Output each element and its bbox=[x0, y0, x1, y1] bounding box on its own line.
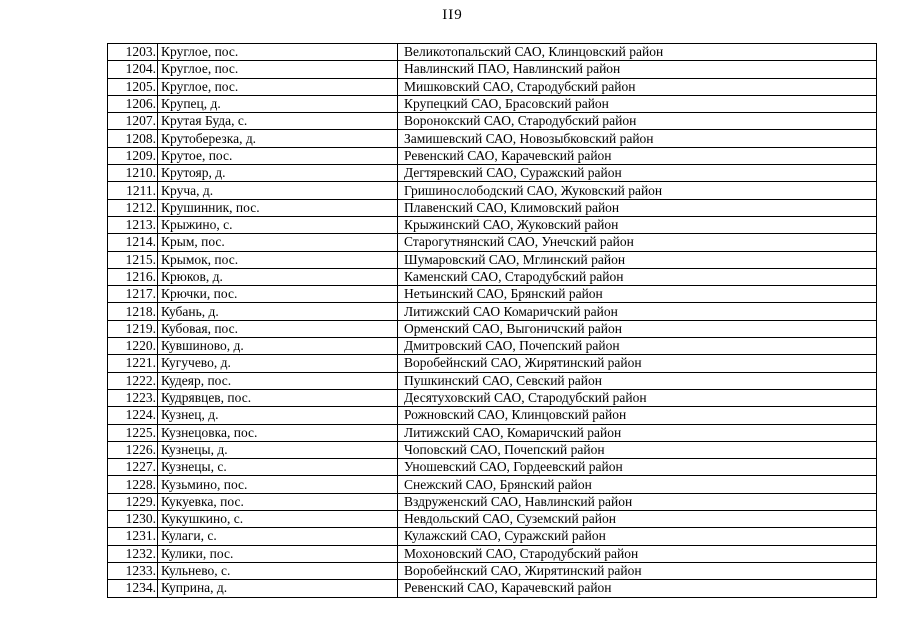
row-number: 1209. bbox=[108, 147, 158, 164]
settlement-name: Кулаги, с. bbox=[158, 528, 398, 545]
table-row bbox=[108, 528, 877, 545]
row-number: 1228. bbox=[108, 476, 158, 493]
settlement-name: Кувшиново, д. bbox=[158, 338, 398, 355]
administration-district: Кулажский САО, Суражский район bbox=[398, 528, 877, 545]
table-row bbox=[108, 78, 877, 95]
row-number: 1230. bbox=[108, 511, 158, 528]
settlement-name: Куприна, д. bbox=[158, 580, 398, 597]
table-row bbox=[108, 372, 877, 389]
row-number: 1211. bbox=[108, 182, 158, 199]
settlement-name: Крымок, пос. bbox=[158, 251, 398, 268]
row-number: 1210. bbox=[108, 165, 158, 182]
row-number: 1215. bbox=[108, 251, 158, 268]
administration-district: Воронокский САО, Стародубский район bbox=[398, 113, 877, 130]
settlement-name: Круча, д. bbox=[158, 182, 398, 199]
row-number: 1222. bbox=[108, 372, 158, 389]
administration-district: Мохоновский САО, Стародубский район bbox=[398, 545, 877, 562]
table-row bbox=[108, 476, 877, 493]
row-number: 1220. bbox=[108, 338, 158, 355]
administration-district: Вздруженский САО, Навлинский район bbox=[398, 493, 877, 510]
table-row bbox=[108, 199, 877, 216]
table-row bbox=[108, 251, 877, 268]
administration-district: Дегтяревский САО, Суражский район bbox=[398, 165, 877, 182]
table-row bbox=[108, 303, 877, 320]
table-row bbox=[108, 147, 877, 164]
administration-district: Воробейнский САО, Жирятинский район bbox=[398, 562, 877, 579]
administration-district: Нетьинский САО, Брянский район bbox=[398, 286, 877, 303]
settlement-name: Крутое, пос. bbox=[158, 147, 398, 164]
settlement-name: Кугучево, д. bbox=[158, 355, 398, 372]
administration-district: Крыжинский САО, Жуковский район bbox=[398, 216, 877, 233]
administration-district: Гришинослободский САО, Жуковский район bbox=[398, 182, 877, 199]
row-number: 1207. bbox=[108, 113, 158, 130]
row-number: 1214. bbox=[108, 234, 158, 251]
settlement-name: Кузнец, д. bbox=[158, 407, 398, 424]
settlement-name: Круглое, пос. bbox=[158, 61, 398, 78]
row-number: 1229. bbox=[108, 493, 158, 510]
settlement-name: Крупец, д. bbox=[158, 95, 398, 112]
table-row bbox=[108, 216, 877, 233]
row-number: 1221. bbox=[108, 355, 158, 372]
administration-district: Рожновский САО, Клинцовский район bbox=[398, 407, 877, 424]
table-row bbox=[108, 234, 877, 251]
administration-district: Орменский САО, Выгоничский район bbox=[398, 320, 877, 337]
table-row bbox=[108, 407, 877, 424]
settlement-name: Крыжино, с. bbox=[158, 216, 398, 233]
administration-district: Старогутнянский САО, Унечский район bbox=[398, 234, 877, 251]
table-row bbox=[108, 95, 877, 112]
row-number: 1226. bbox=[108, 441, 158, 458]
administration-district: Крупецкий САО, Брасовский район bbox=[398, 95, 877, 112]
administration-district: Замишевский САО, Новозыбковский район bbox=[398, 130, 877, 147]
settlement-table bbox=[107, 43, 877, 598]
table-row bbox=[108, 182, 877, 199]
row-number: 1234. bbox=[108, 580, 158, 597]
settlement-name: Кулики, пос. bbox=[158, 545, 398, 562]
administration-district: Уношевский САО, Гордеевский район bbox=[398, 459, 877, 476]
administration-district: Плавенский САО, Климовский район bbox=[398, 199, 877, 216]
settlement-name: Кудеяр, пос. bbox=[158, 372, 398, 389]
row-number: 1231. bbox=[108, 528, 158, 545]
table-row bbox=[108, 545, 877, 562]
row-number: 1203. bbox=[108, 44, 158, 61]
administration-district: Навлинский ПАО, Навлинский район bbox=[398, 61, 877, 78]
row-number: 1223. bbox=[108, 389, 158, 406]
settlement-name: Крючки, пос. bbox=[158, 286, 398, 303]
table-row bbox=[108, 424, 877, 441]
settlement-name: Кубовая, пос. bbox=[158, 320, 398, 337]
row-number: 1204. bbox=[108, 61, 158, 78]
table-row bbox=[108, 580, 877, 597]
row-number: 1232. bbox=[108, 545, 158, 562]
settlement-name: Крым, пос. bbox=[158, 234, 398, 251]
settlement-name: Кузьмино, пос. bbox=[158, 476, 398, 493]
table-row bbox=[108, 44, 877, 61]
administration-district: Шумаровский САО, Мглинский район bbox=[398, 251, 877, 268]
settlement-name: Кукуевка, пос. bbox=[158, 493, 398, 510]
administration-district: Чоповский САО, Почепский район bbox=[398, 441, 877, 458]
row-number: 1225. bbox=[108, 424, 158, 441]
settlement-name: Кузнецы, с. bbox=[158, 459, 398, 476]
settlement-name: Крутояр, д. bbox=[158, 165, 398, 182]
settlement-name: Кубань, д. bbox=[158, 303, 398, 320]
administration-district: Мишковский САО, Стародубский район bbox=[398, 78, 877, 95]
settlement-name: Крутоберезка, д. bbox=[158, 130, 398, 147]
row-number: 1216. bbox=[108, 268, 158, 285]
administration-district: Литижский САО, Комаричский район bbox=[398, 424, 877, 441]
settlement-name: Крушинник, пос. bbox=[158, 199, 398, 216]
administration-district: Дмитровский САО, Почепский район bbox=[398, 338, 877, 355]
administration-district: Воробейнский САО, Жирятинский район bbox=[398, 355, 877, 372]
settlement-table-body bbox=[108, 44, 877, 598]
table-row bbox=[108, 338, 877, 355]
settlement-name: Кукушкино, с. bbox=[158, 511, 398, 528]
row-number: 1213. bbox=[108, 216, 158, 233]
row-number: 1227. bbox=[108, 459, 158, 476]
table-row bbox=[108, 113, 877, 130]
administration-district: Каменский САО, Стародубский район bbox=[398, 268, 877, 285]
settlement-name: Кузнецовка, пос. bbox=[158, 424, 398, 441]
settlement-name: Крутая Буда, с. bbox=[158, 113, 398, 130]
settlement-name: Кульнево, с. bbox=[158, 562, 398, 579]
table-row bbox=[108, 562, 877, 579]
table-row bbox=[108, 441, 877, 458]
administration-district: Невдольский САО, Суземский район bbox=[398, 511, 877, 528]
table-row bbox=[108, 286, 877, 303]
table-row bbox=[108, 355, 877, 372]
settlement-name: Крюков, д. bbox=[158, 268, 398, 285]
table-row bbox=[108, 320, 877, 337]
settlement-name: Кузнецы, д. bbox=[158, 441, 398, 458]
table-row bbox=[108, 61, 877, 78]
table-row bbox=[108, 493, 877, 510]
table-row bbox=[108, 130, 877, 147]
table-row bbox=[108, 459, 877, 476]
row-number: 1208. bbox=[108, 130, 158, 147]
row-number: 1205. bbox=[108, 78, 158, 95]
row-number: 1224. bbox=[108, 407, 158, 424]
page-number: II9 bbox=[442, 7, 463, 23]
table-row bbox=[108, 165, 877, 182]
administration-district: Литижский САО Комаричский район bbox=[398, 303, 877, 320]
table-row bbox=[108, 511, 877, 528]
administration-district: Снежский САО, Брянский район bbox=[398, 476, 877, 493]
table-row bbox=[108, 389, 877, 406]
settlement-name: Кудрявцев, пос. bbox=[158, 389, 398, 406]
table-row bbox=[108, 268, 877, 285]
administration-district: Пушкинский САО, Севский район bbox=[398, 372, 877, 389]
settlement-name: Круглое, пос. bbox=[158, 78, 398, 95]
administration-district: Ревенский САО, Карачевский район bbox=[398, 580, 877, 597]
row-number: 1217. bbox=[108, 286, 158, 303]
administration-district: Великотопальский САО, Клинцовский район bbox=[398, 44, 877, 61]
administration-district: Десятуховский САО, Стародубский район bbox=[398, 389, 877, 406]
settlement-name: Круглое, пос. bbox=[158, 44, 398, 61]
row-number: 1206. bbox=[108, 95, 158, 112]
administration-district: Ревенский САО, Карачевский район bbox=[398, 147, 877, 164]
row-number: 1218. bbox=[108, 303, 158, 320]
row-number: 1212. bbox=[108, 199, 158, 216]
row-number: 1219. bbox=[108, 320, 158, 337]
row-number: 1233. bbox=[108, 562, 158, 579]
